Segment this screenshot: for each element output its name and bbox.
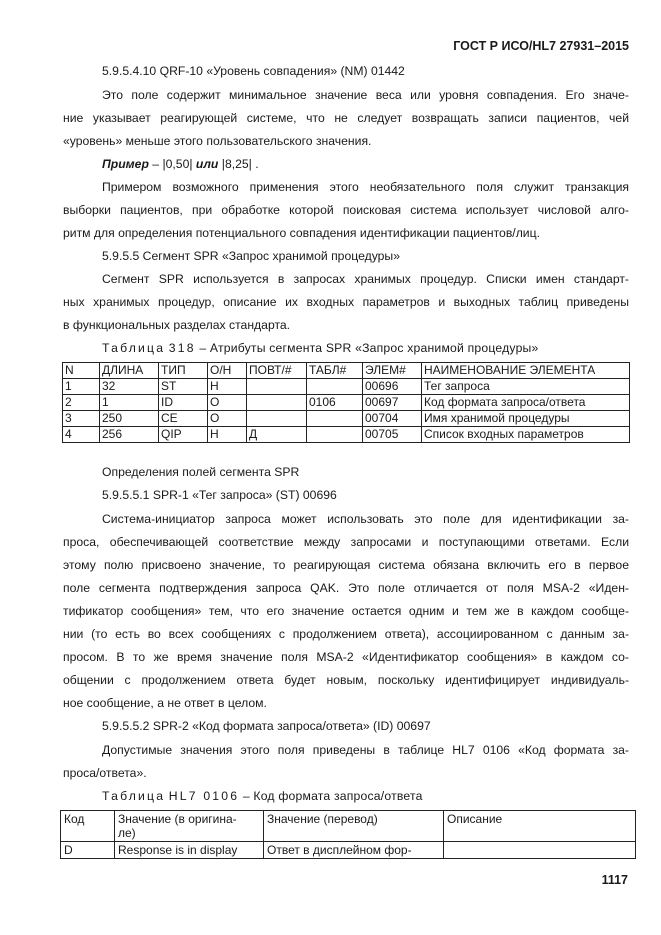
paragraph-line: этому полю присвоено значение, то реагирующая система обязана включить его в первое bbox=[63, 558, 629, 572]
caption-word: Таблица bbox=[102, 341, 166, 355]
hl7-0106-table bbox=[60, 810, 636, 859]
table-cell: 00704 bbox=[363, 411, 422, 427]
table-cell bbox=[247, 411, 307, 427]
table-cell: ID bbox=[159, 395, 208, 411]
table-cell: Н bbox=[208, 427, 247, 443]
section-heading: 5.9.5.4.10 QRF-10 «Уровень совпадения» (NM) 01442 bbox=[102, 64, 405, 78]
table-row bbox=[63, 395, 630, 411]
table-cell bbox=[247, 379, 307, 395]
table-cell: Д bbox=[247, 427, 307, 443]
table-cell bbox=[247, 395, 307, 411]
section-heading: 5.9.5.5.1 SPR-1 «Тег запроса» (ST) 00696 bbox=[102, 488, 337, 502]
paragraph-line: просом. В то же время значение поля MSA-2 «Идентификатор сообщения» в каждом со- bbox=[63, 650, 629, 664]
table-row bbox=[63, 379, 630, 395]
table-cell: 00705 bbox=[363, 427, 422, 443]
table-cell: 250 bbox=[100, 411, 159, 427]
paragraph-line: Это поле содержит минимальное значение веса или уровня совпадения. Его значе- bbox=[102, 88, 629, 102]
paragraph-line: поле сегмента подтверждения запроса QAK. Это поле отличается от поля MSA-2 «Иден- bbox=[63, 581, 629, 595]
table-cell: QIP bbox=[159, 427, 208, 443]
table-header-row bbox=[61, 811, 636, 842]
table-cell: Код формата запроса/ответа bbox=[422, 395, 630, 411]
header-cell: ДЛИНА bbox=[100, 363, 159, 379]
table-cell: 1 bbox=[63, 379, 100, 395]
paragraph-line: Допустимые значения этого поля приведены в таблице HL7 0106 «Код формата за- bbox=[102, 743, 629, 757]
paragraph-line: Сегмент SPR используется в запросах хранимых процедур. Списки имен стандарт- bbox=[102, 272, 629, 286]
header-cell: Описание bbox=[444, 811, 636, 842]
table-cell: 256 bbox=[100, 427, 159, 443]
header-cell: ЭЛЕМ# bbox=[363, 363, 422, 379]
header-cell: ТАБЛ# bbox=[307, 363, 363, 379]
header-cell: НАИМЕНОВАНИЕ ЭЛЕМЕНТА bbox=[422, 363, 630, 379]
section-heading: 5.9.5.5.2 SPR-2 «Код формата запроса/ответа» (ID) 00697 bbox=[102, 719, 431, 733]
caption-word: Таблица bbox=[102, 789, 166, 803]
table-caption bbox=[102, 789, 661, 804]
example-line bbox=[102, 157, 629, 172]
caption-number: HL7 0106 bbox=[168, 789, 240, 803]
header-cell: ТИП bbox=[159, 363, 208, 379]
paragraph-line: Примером возможного применения этого необязательного поля служит транзакция bbox=[102, 180, 629, 194]
table-cell: Н bbox=[208, 379, 247, 395]
header-line: ле) bbox=[118, 826, 136, 840]
header-cell: О/Н bbox=[208, 363, 247, 379]
table-cell: 3 bbox=[63, 411, 100, 427]
paragraph-line: нии (то есть во всех сообщениях с продолжением ответа), ассоциированном с данным за- bbox=[63, 627, 629, 641]
header-cell bbox=[115, 811, 264, 842]
table-cell bbox=[307, 427, 363, 443]
header-cell: Значение (перевод) bbox=[264, 811, 444, 842]
table-header-row bbox=[63, 363, 630, 379]
spr-attributes-table bbox=[62, 362, 630, 443]
header-cell: Код bbox=[61, 811, 115, 842]
header-cell: ПОВТ/# bbox=[247, 363, 307, 379]
section-heading: 5.9.5.5 Сегмент SPR «Запрос хранимой процедуры» bbox=[102, 249, 400, 263]
example-label: Пример bbox=[102, 157, 149, 171]
paragraph-line: общении с продолжением ответа будет новым, поскольку идентифицирует индивидуаль- bbox=[63, 673, 629, 687]
paragraph-line: ние указывает реагирующей системе, что не следует возвращать записи пациентов, чей bbox=[63, 111, 629, 125]
table-cell: Тег запроса bbox=[422, 379, 630, 395]
paragraph-line: ритм для определения потенциального совпадения идентификации пациентов/лиц. bbox=[63, 226, 540, 240]
table-row bbox=[63, 411, 630, 427]
table-cell bbox=[444, 842, 636, 859]
table-cell: CE bbox=[159, 411, 208, 427]
table-cell: Список входных параметров bbox=[422, 427, 630, 443]
table-cell: Response is in display bbox=[115, 842, 264, 859]
table-cell: ST bbox=[159, 379, 208, 395]
header-cell: N bbox=[63, 363, 100, 379]
table-caption bbox=[102, 341, 661, 356]
table-row bbox=[63, 427, 630, 443]
paragraph-line: «уровень» меньше этого пользовательского значения. bbox=[63, 134, 372, 148]
caption-text: – Код формата запроса/ответа bbox=[242, 789, 423, 803]
table-cell: D bbox=[61, 842, 115, 859]
paragraph-line: проса, обеспечивающей соответствие между запросами и поступающими ответами. Если bbox=[63, 535, 629, 549]
paragraph-line: Система-инициатор запроса может использовать это поле для идентификации за- bbox=[102, 512, 629, 526]
table-cell: 00696 bbox=[363, 379, 422, 395]
table-cell bbox=[307, 379, 363, 395]
caption-number: 318 bbox=[168, 341, 196, 355]
paragraph-line: выборки пациентов, при обработке которой поисковая система использует числовой алго- bbox=[63, 203, 629, 217]
table-row bbox=[61, 842, 636, 859]
example-rest: |8,25| . bbox=[218, 157, 259, 171]
table-cell: Ответ в дисплейном фор- bbox=[264, 842, 444, 859]
table-cell bbox=[307, 411, 363, 427]
paragraph-line: ное сообщение, а не ответ в целом. bbox=[63, 696, 267, 710]
header-line: Значение (в оригина- bbox=[118, 812, 237, 826]
table-cell: 32 bbox=[100, 379, 159, 395]
table-cell: О bbox=[208, 411, 247, 427]
example-dash: – |0,50| bbox=[148, 157, 196, 171]
table-cell: 1 bbox=[100, 395, 159, 411]
table-cell: 0106 bbox=[307, 395, 363, 411]
standard-header: ГОСТ Р ИСО/HL7 27931–2015 bbox=[453, 39, 629, 53]
paragraph-line: ных хранимых процедур, описание их входных параметров и выходных таблиц приведены bbox=[63, 295, 629, 309]
section-heading: Определения полей сегмента SPR bbox=[102, 465, 300, 479]
table-cell: О bbox=[208, 395, 247, 411]
caption-text: – Атрибуты сегмента SPR «Запрос хранимой процедуры» bbox=[199, 341, 539, 355]
table-cell: Имя хранимой процедуры bbox=[422, 411, 630, 427]
paragraph-line: в функциональных разделах стандарта. bbox=[63, 318, 291, 332]
paragraph-line: тификатор сообщения» тем, что его значение остается одним и тем же в каждом сообще- bbox=[63, 604, 629, 618]
table-cell: 00697 bbox=[363, 395, 422, 411]
page-number: 1117 bbox=[601, 873, 628, 887]
paragraph-line: проса/ответа». bbox=[63, 766, 147, 780]
table-cell: 2 bbox=[63, 395, 100, 411]
example-or: или bbox=[195, 157, 219, 171]
table-cell: 4 bbox=[63, 427, 100, 443]
